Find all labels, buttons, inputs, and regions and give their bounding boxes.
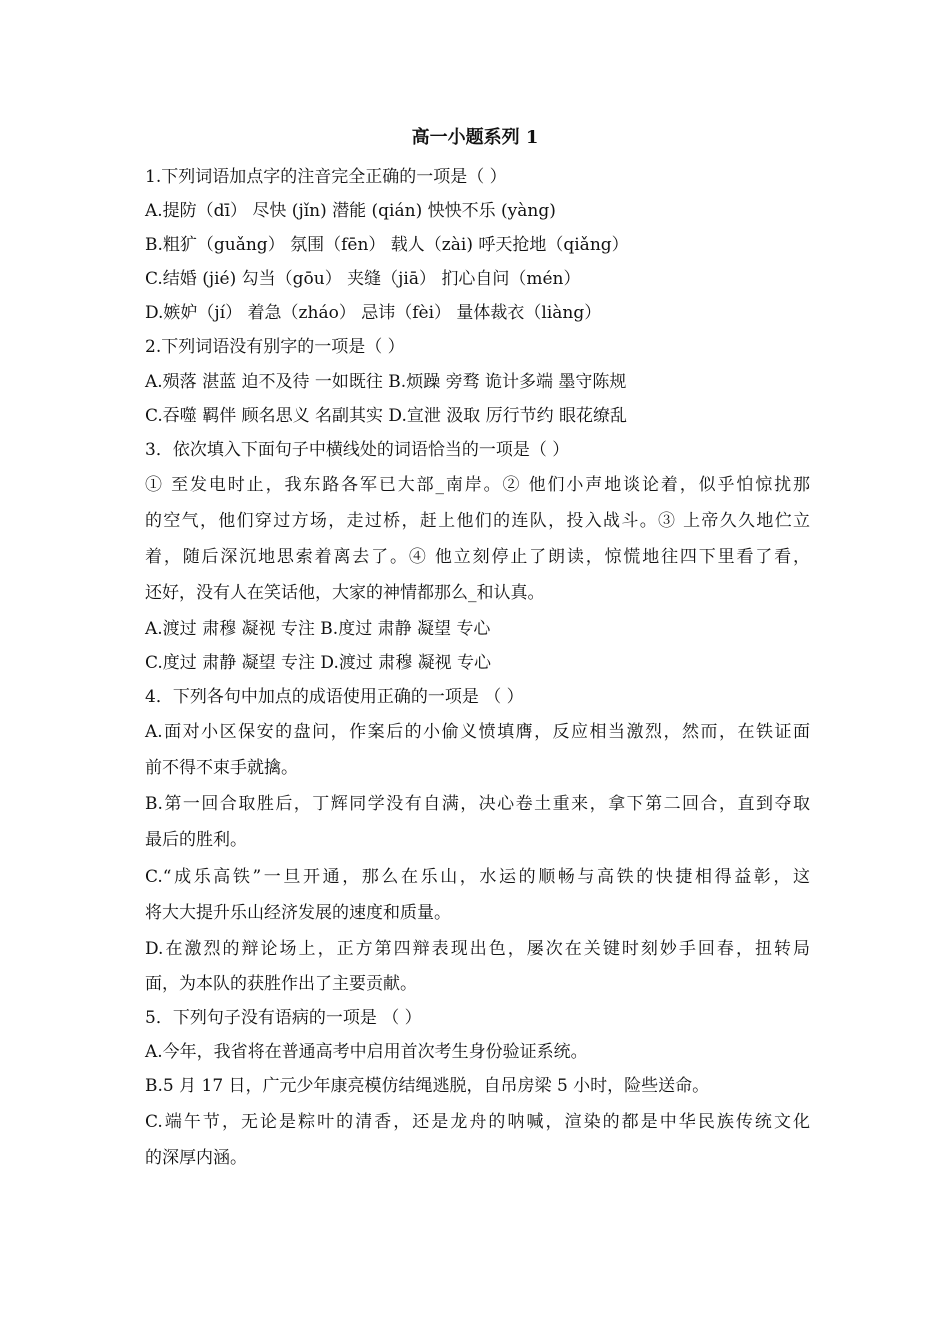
q1-option-a: A.提防（dī） 尽快 (jǐn) 潜能 (qián) 怏怏不乐 (yàng) [145,201,556,222]
q4-option-c-cont: 将大大提升乐山经济发展的速度和质量。 [145,902,451,923]
q5-option-a: A.今年，我省将在普通高考中启用首次考生身份验证系统。 [145,1042,588,1063]
q5-option-c-cont: 的深厚内涵。 [145,1147,247,1168]
q2-stem: 2.下列词语没有别字的一项是（ ） [145,337,405,358]
q4-option-d-cont: 面，为本队的获胜作出了主要贡献。 [145,974,417,995]
q2-options-cd: C.吞噬 羁伴 顾名思义 名副其实 D.宣泄 汲取 厉行节约 眼花缭乱 [145,405,628,426]
document-title: 高一小题系列 1 [411,127,539,148]
q3-passage-line: ① 至发电时止，我东路各军已大部_南岸。② 他们小声地谈论着，似乎怕惊扰那 [145,474,810,495]
q1-stem: 1.下列词语加点字的注音完全正确的一项是（ ） [145,167,507,187]
q4-option-b-cont: 最后的胜利。 [145,830,247,851]
question-body [145,160,810,1176]
q5-stem: 5．下列句子没有语病的一项是 （ ） [145,1008,422,1029]
q3-options-cd: C.度过 肃静 凝望 专注 D.渡过 肃穆 凝视 专心 [145,652,492,673]
q3-passage-line: 还好，没有人在笑话他，大家的神情都那么_和认真。 [145,583,545,604]
q3-stem: 3．依次填入下面句子中横线处的词语恰当的一项是（ ） [145,439,570,460]
q4-option-a: A.面对小区保安的盘问，作案后的小偷义愤填膺，反应相当激烈，然而，在铁证面 [145,721,810,742]
q5-option-b: B.5 月 17 日，广元少年康亮模仿结绳逃脱，自吊房梁 5 小时，险些送命。 [145,1076,710,1097]
q1-option-b: B.粗犷（guǎng） 氛围（fēn） 载人（zài) 呼天抢地（qiǎng） [145,235,629,256]
q4-option-d: D.在激烈的辩论场上，正方第四辩表现出色，屡次在关键时刻妙手回春，扭转局 [145,939,810,959]
q3-passage-line: 的空气，他们穿过方场，走过桥，赶上他们的连队，投入战斗。③ 上帝久久地伫立 [145,511,810,532]
q1-option-d: D.嫉妒（jí） 着急（zháo） 忌讳（fèi） 量体裁衣（liàng） [145,303,602,324]
q4-option-a-cont: 前不得不束手就擒。 [145,758,298,779]
q2-options-ab: A.殒落 湛蓝 迫不及待 一如既往 B.烦躁 旁骛 诡计多端 墨守陈规 [145,371,627,392]
q5-option-c: C.端午节，无论是粽叶的清香，还是龙舟的呐喊，渲染的都是中华民族传统文化 [145,1111,810,1132]
q1-option-c: C.结婚 (jié) 勾当（gōu） 夹缝（jiā） 扪心自问（mén） [145,269,581,290]
q3-passage-line: 着，随后深沉地思索着离去了。④ 他立刻停止了朗读，惊慌地往四下里看了看， [145,547,810,568]
q3-options-ab: A.渡过 肃穆 凝视 专注 B.度过 肃静 凝望 专心 [145,618,491,639]
q4-option-c: C.“成乐高铁”一旦开通，那么在乐山，水运的顺畅与高铁的快捷相得益彰，这 [145,866,810,887]
q4-option-b: B.第一回合取胜后，丁辉同学没有自满，决心卷土重来，拿下第二回合，直到夺取 [145,794,810,815]
q4-stem: 4．下列各句中加点的成语使用正确的一项是 （ ） [145,686,524,707]
